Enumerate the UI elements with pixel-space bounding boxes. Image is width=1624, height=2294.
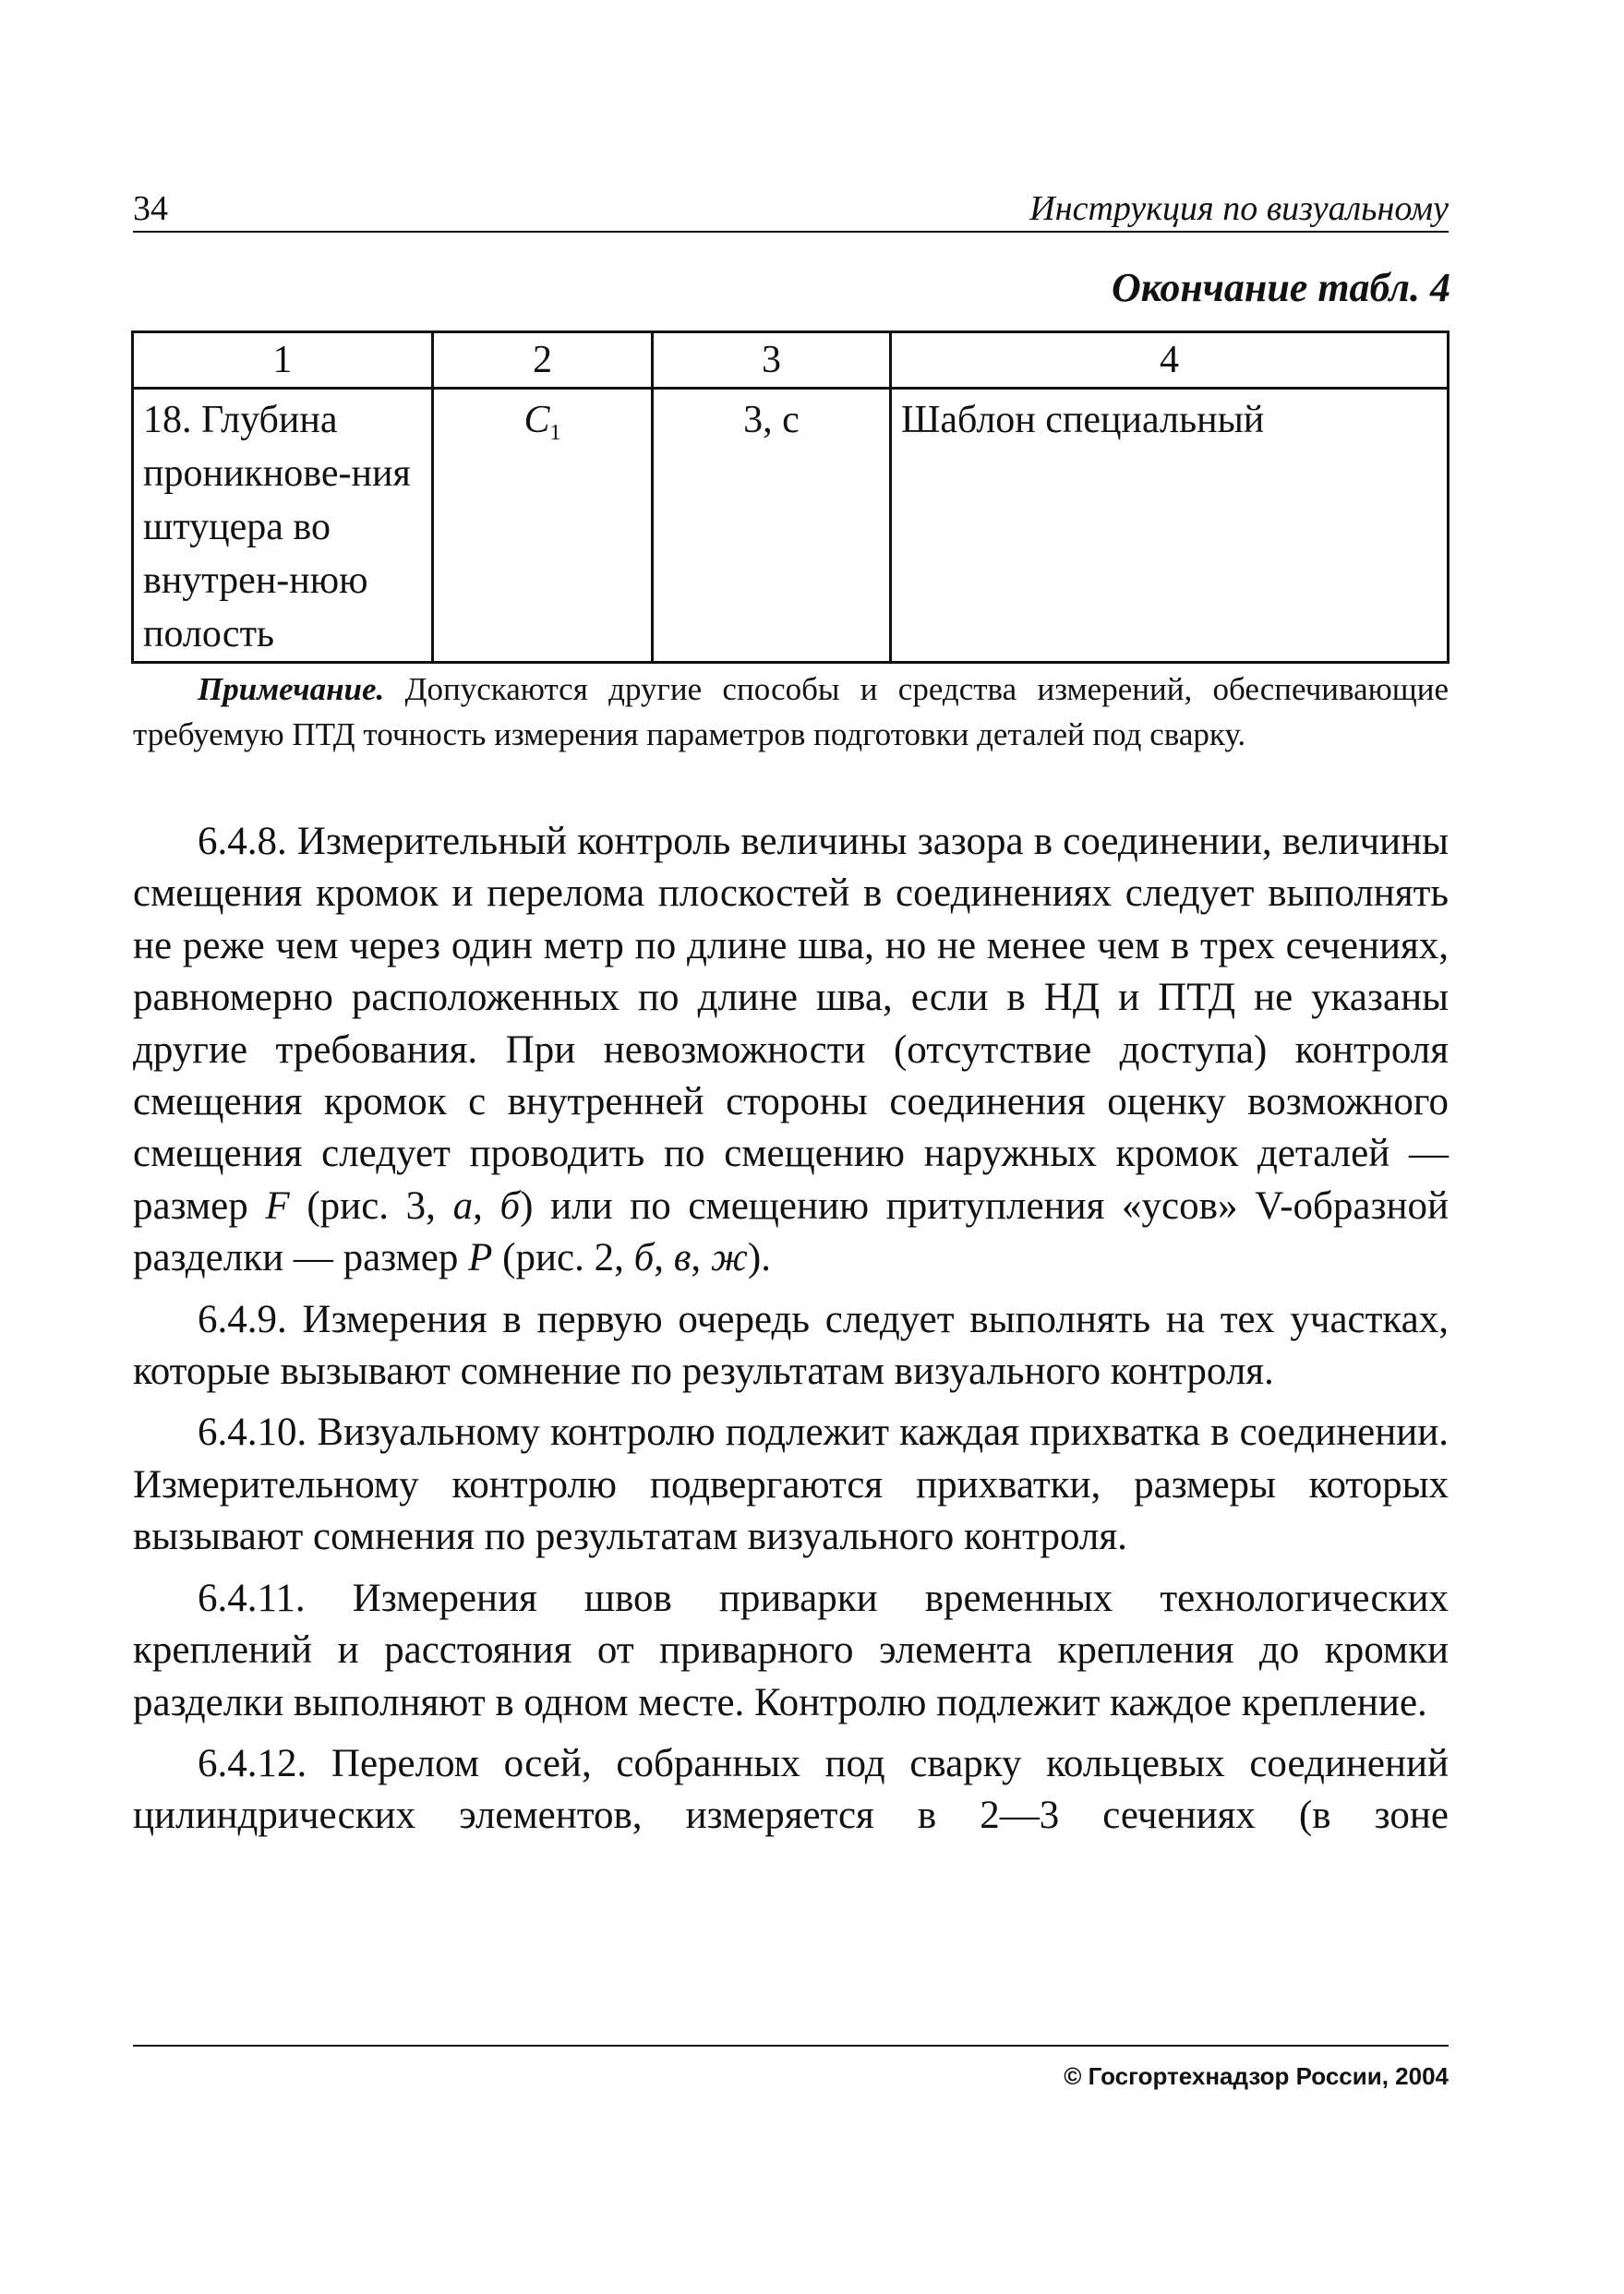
paragraph-6-4-12: 6.4.12. Перелом осей, собранных под сварку кольцевых соединений цилиндрических элементов, измеряется в 2—3 сечениях (в зоне xyxy=(133,1741,1449,1838)
p648-text-b: (рис. 3, xyxy=(289,1183,453,1228)
p648-text-h: ). xyxy=(747,1236,771,1280)
p648-symbol-b2: б xyxy=(633,1236,655,1280)
paragraph-6-4-9: 6.4.9. Измерения в первую очередь следует выполнять на тех участках, которые вызывают сомнение по результатам визуального контроля. xyxy=(133,1297,1449,1394)
p648-symbol-a: а xyxy=(452,1183,474,1228)
footer-rule xyxy=(133,2045,1449,2047)
symbol-letter: C xyxy=(523,399,550,441)
instrument-cell: Шаблон специальный xyxy=(891,389,1449,663)
p648-text-g: , xyxy=(691,1236,711,1280)
note-label: Примечание. xyxy=(198,671,385,707)
paragraph-6-4-11: 6.4.11. Измерения швов приварки временных технологических креплений и расстояния от приварного элемента крепления до кромки разделки выполняют в одном месте. Контролю подлежит каждое крепление. xyxy=(133,1576,1449,1724)
column-number-1: 1 xyxy=(133,332,433,389)
paragraph-6-4-8 xyxy=(133,816,1449,1285)
p648-symbol-zh: ж xyxy=(710,1236,748,1280)
table-row xyxy=(133,389,1449,663)
table-caption: Окончание табл. 4 xyxy=(1111,265,1450,310)
p648-symbol-v: в xyxy=(673,1236,692,1280)
footer-copyright: © Госгортехнадзор России, 2004 xyxy=(1064,2062,1449,2090)
p648-text-d: ) или по смещению притупления «усов» V-образной разделки — размер xyxy=(133,1183,1449,1280)
p648-symbol-f: F xyxy=(265,1183,290,1228)
symbol-cell xyxy=(433,389,653,663)
parameter-name: 18. Глубина проникнове-ния штуцера во внутрен-нюю полость xyxy=(143,399,411,655)
column-number-4: 4 xyxy=(891,332,1449,389)
body-text xyxy=(133,816,1449,1852)
p648-text-e: (рис. 2, xyxy=(492,1236,634,1280)
table-note xyxy=(133,667,1449,757)
parameter-cell xyxy=(133,389,433,663)
p648-symbol-b: б xyxy=(499,1183,521,1228)
measurement-table xyxy=(131,330,1450,664)
running-title: Инструкция по визуальному xyxy=(1029,189,1449,228)
page-number: 34 xyxy=(133,189,168,228)
p648-text-c: , xyxy=(473,1183,500,1228)
p648-text-f: , xyxy=(654,1236,674,1280)
column-number-3: 3 xyxy=(653,332,891,389)
paragraph-6-4-10: 6.4.10. Визуальному контролю подлежит каждая прихватка в соединении. Измерительному контролю подвергаются прихватки, размеры которых вызывают сомнения по результатам визуального контроля. xyxy=(133,1411,1449,1559)
column-number-2: 2 xyxy=(433,332,653,389)
column3-cell: 3, с xyxy=(653,389,891,663)
note-text: Допускаются другие способы и средства измерений, обеспечивающие требуемую ПТД точность измерения параметров подготовки деталей под сварку. xyxy=(133,671,1449,752)
p648-symbol-p: Р xyxy=(468,1236,493,1280)
p648-text-a: 6.4.8. Измерительный контроль величины зазора в соединении, величины смещения кромок и перелома плоскостей в соединениях следует выполнять не реже чем через один метр по длине шва, но не менее чем в трех сечениях, равномерно расположенных по длине шва, если в НД и ПТД не указаны другие требования. При невозможности (отсутствие доступа) контроля смещения кромок с внутренней стороны соединения оценку возможного смещения следует проводить по смещению наружных кромок деталей — размер xyxy=(133,820,1449,1228)
table-header-row xyxy=(133,332,1449,389)
symbol-subscript: 1 xyxy=(549,421,561,445)
header-rule xyxy=(133,231,1449,233)
